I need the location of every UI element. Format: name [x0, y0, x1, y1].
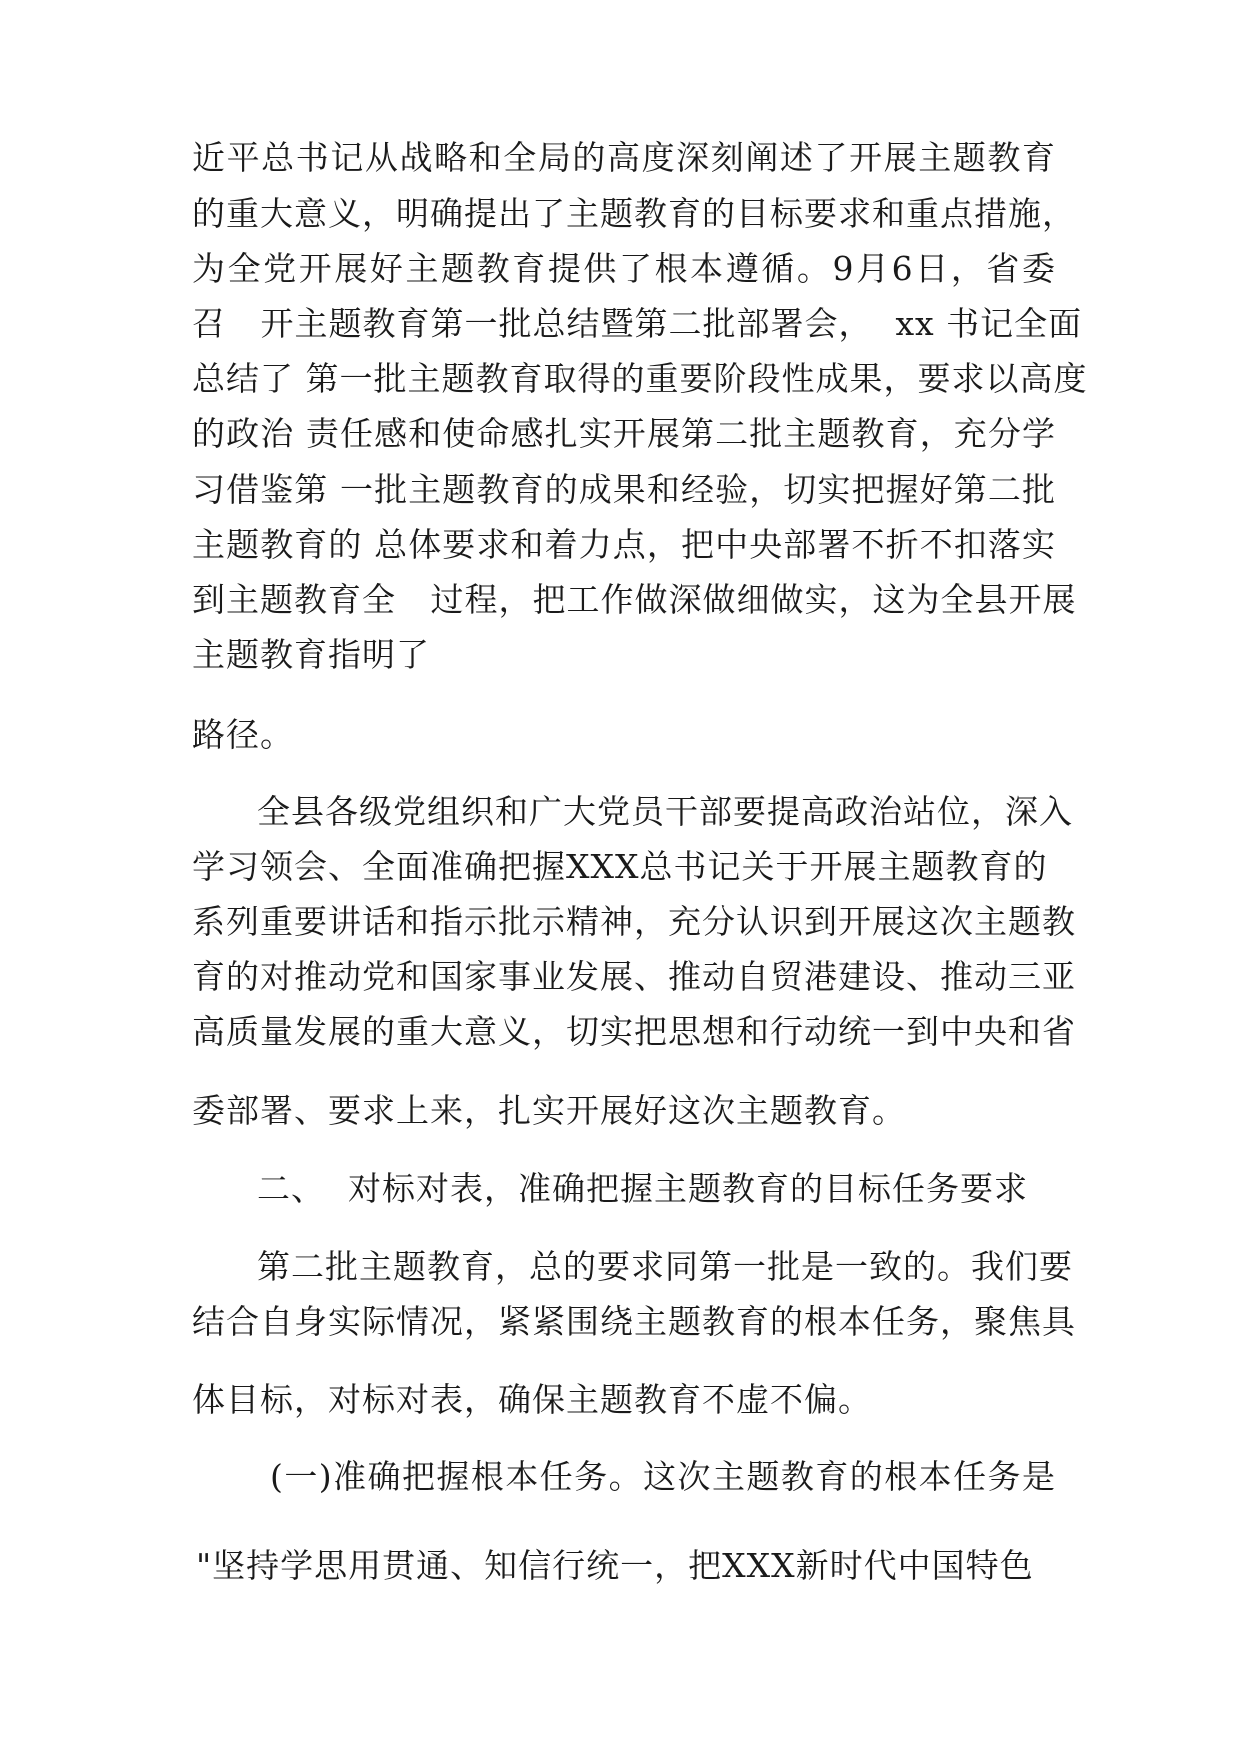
body-text-line: 体目标，对标对表，确保主题教育不虚不偏。: [192, 1380, 872, 1419]
body-text-line: 结合自身实际情况，紧紧围绕主题教育的根本任务，聚焦具: [192, 1302, 1076, 1341]
body-text-line: 主题教育指明了: [192, 635, 430, 674]
body-text-line: 学习领会、全面准确把握XXX总书记关于开展主题教育的: [192, 847, 1048, 886]
body-text-line: 的政治 责任感和使命感扎实开展第二批主题教育，充分学: [192, 414, 1056, 453]
body-text-line: 近平总书记从战略和全局的高度深刻阐述了开展主题教育: [192, 138, 1056, 177]
section-heading: 二、 对标对表，准确把握主题教育的目标任务要求: [257, 1169, 1028, 1208]
body-text-line: 主题教育的 总体要求和着力点，把中央部署不折不扣落实: [192, 525, 1056, 564]
body-text-line: "坚持学思用贯通、知信行统一，把XXX新时代中国特色: [196, 1546, 1034, 1585]
body-text-line: 到主题教育全 过程，把工作做深做细做实，这为全县开展: [192, 580, 1077, 619]
body-text-line: 召 开主题教育第一批总结暨第二批部署会， xx 书记全面: [192, 304, 1083, 343]
body-text-line: 育的对推动党和国家事业发展、推动自贸港建设、推动三亚: [192, 957, 1076, 996]
paragraph-first-line: 全县各级党组织和广大党员干部要提高政治站位，深入: [257, 792, 1073, 831]
paragraph-first-line: 第二批主题教育，总的要求同第一批是一致的。我们要: [257, 1247, 1073, 1286]
body-text-line: 路径。: [192, 715, 294, 754]
body-text-line: 总结了 第一批主题教育取得的重要阶段性成果，要求以高度: [192, 359, 1088, 398]
body-text-line: 的重大意义，明确提出了主题教育的目标要求和重点措施，: [192, 194, 1076, 233]
subsection-heading-line: (一)准确把握根本任务。这次主题教育的根本任务是: [270, 1457, 1056, 1496]
body-text-line: 为全党开展好主题教育提供了根本遵循。9月6日，省委: [192, 249, 1056, 288]
body-text-line: 系列重要讲话和指示批示精神，充分认识到开展这次主题教: [192, 902, 1076, 941]
body-text-line: 高质量发展的重大意义，切实把思想和行动统一到中央和省: [192, 1012, 1076, 1051]
body-text-line: 委部署、要求上来，扎实开展好这次主题教育。: [192, 1091, 906, 1130]
body-text-line: 习借鉴第 一批主题教育的成果和经验，切实把握好第二批: [192, 470, 1056, 509]
